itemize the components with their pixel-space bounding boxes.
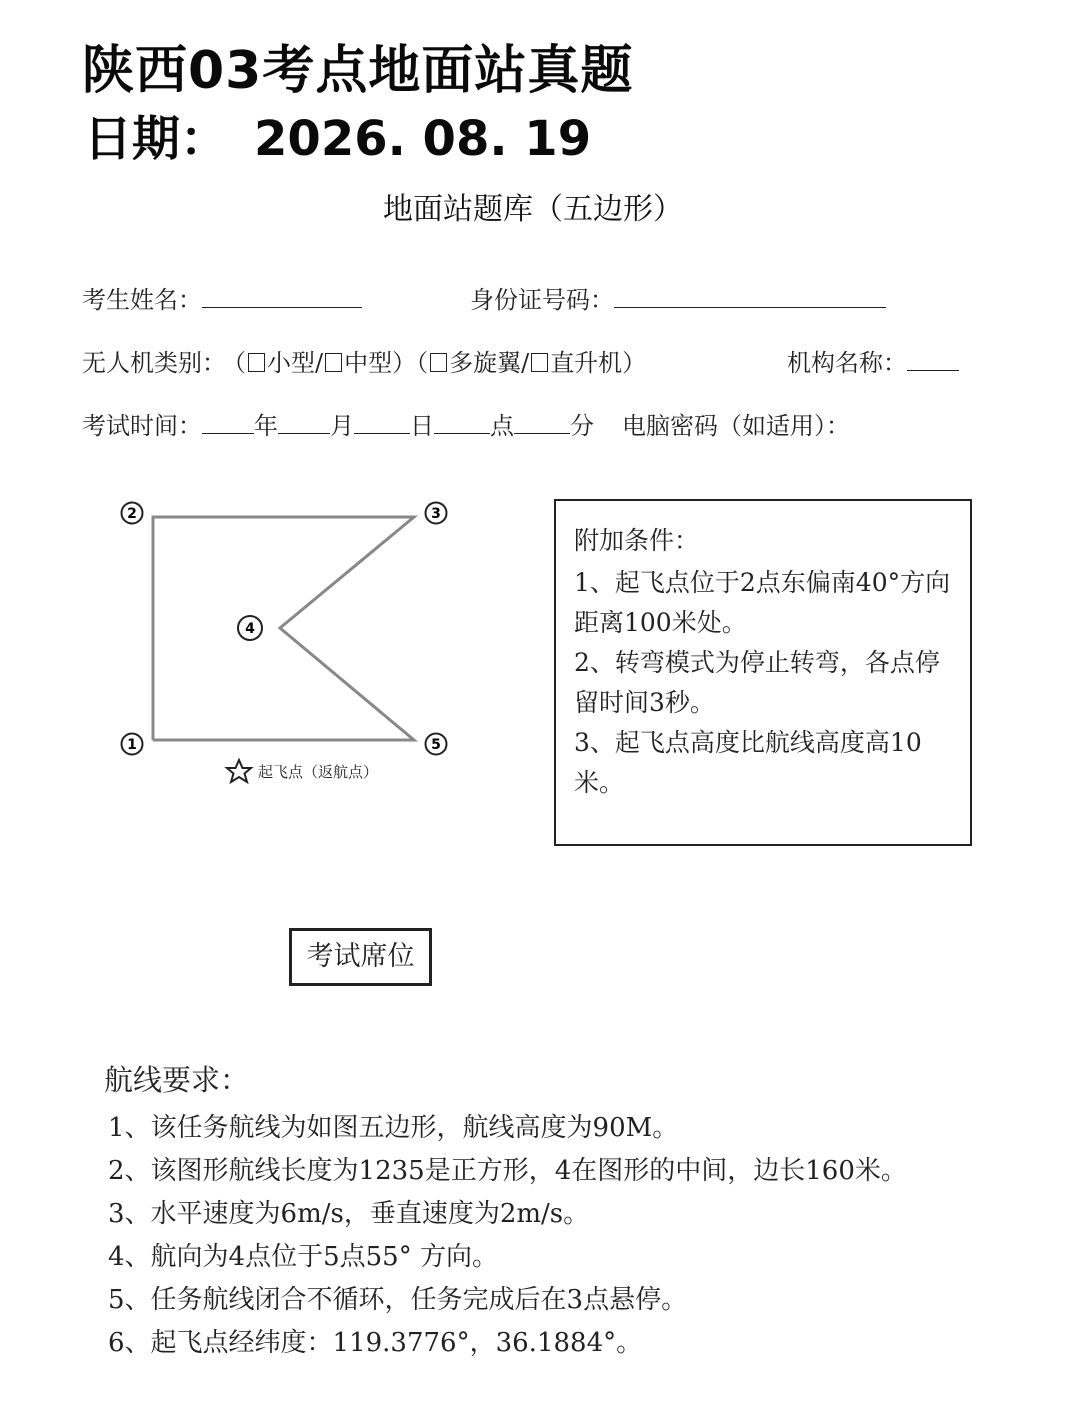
date-label: 日期： <box>84 111 229 167</box>
uav-paren-1: （ <box>234 349 246 377</box>
route-diagram <box>108 490 478 794</box>
takeoff-label: 起飞点（返航点） <box>258 763 379 781</box>
waypoint-5-label: 5 <box>431 737 441 753</box>
minute-field[interactable] <box>514 411 570 434</box>
uav-label: 无人机类别： <box>82 349 226 377</box>
checkbox-medium[interactable] <box>325 353 342 372</box>
date-value: 2026. 08. 19 <box>254 111 592 167</box>
requirement-item: 1、该任务航线为如图五边形，航线高度为90M。 <box>108 1113 679 1143</box>
hour-label: 点 <box>490 412 514 440</box>
waypoint-3-label: 3 <box>431 506 441 522</box>
conditions-box <box>554 499 972 846</box>
exam-subtitle: 地面站题库（五边形） <box>383 192 683 227</box>
requirement-item: 4、航向为4点位于5点55° 方向。 <box>108 1242 498 1272</box>
name-field[interactable] <box>202 285 362 308</box>
route-svg <box>108 490 478 790</box>
waypoint-4 <box>238 616 262 640</box>
requirement-item: 2、该图形航线长度为1235是正方形，4在图形的中间，边长160米。 <box>108 1156 907 1186</box>
waypoint-5 <box>426 734 447 755</box>
exam-seat-box: 考试席位 <box>289 928 432 986</box>
form-row-uav <box>82 343 646 378</box>
day-label: 日 <box>410 412 434 440</box>
name-label: 考生姓名： <box>82 286 202 314</box>
waypoint-4-label: 4 <box>245 621 255 637</box>
waypoint-2 <box>122 503 143 524</box>
exam-date <box>84 100 591 169</box>
waypoint-2-label: 2 <box>127 506 137 522</box>
route-path <box>153 517 414 740</box>
route-requirements <box>104 1058 907 1365</box>
conditions-title: 附加条件： <box>574 526 700 555</box>
form-row-org <box>787 343 959 378</box>
condition-item: 1、起飞点位于2点东偏南40°方向距离100米处。 <box>574 568 951 637</box>
requirements-title: 航线要求： <box>104 1063 250 1097</box>
opt-medium: 中型） <box>344 349 417 377</box>
takeoff-star-icon <box>227 760 251 782</box>
waypoint-3 <box>426 503 447 524</box>
form-row-id <box>470 280 886 315</box>
waypoint-1-label: 1 <box>127 737 137 753</box>
password-label: 电脑密码（如适用）： <box>622 412 850 440</box>
checkbox-helicopter[interactable] <box>531 353 548 372</box>
condition-item: 3、起飞点高度比航线高度高10米。 <box>574 728 922 797</box>
opt-multirotor: 多旋翼/ <box>449 349 530 377</box>
opt-helicopter: 直升机） <box>550 349 647 377</box>
requirement-item: 3、水平速度为6m/s，垂直速度为2m/s。 <box>108 1199 590 1229</box>
waypoint-1 <box>122 734 143 755</box>
page-title: 陕西03考点地面站真题 <box>82 41 634 101</box>
condition-item: 2、转弯模式为停止转弯，各点停留时间3秒。 <box>574 648 940 717</box>
form-row-name <box>82 280 362 315</box>
org-field[interactable] <box>907 348 959 371</box>
time-label: 考试时间： <box>82 412 202 440</box>
requirement-item: 5、任务航线闭合不循环，任务完成后在3点悬停。 <box>108 1285 688 1315</box>
checkbox-multirotor[interactable] <box>430 353 447 372</box>
year-label: 年 <box>254 412 278 440</box>
month-label: 月 <box>330 412 354 440</box>
opt-small: 小型/ <box>267 349 324 377</box>
day-field[interactable] <box>354 411 410 434</box>
form-row-time <box>82 406 850 441</box>
month-field[interactable] <box>278 411 330 434</box>
year-field[interactable] <box>202 411 254 434</box>
checkbox-small[interactable] <box>248 353 265 372</box>
org-label: 机构名称： <box>787 349 907 377</box>
requirement-item: 6、起飞点经纬度：119.3776°，36.1884°。 <box>108 1328 643 1358</box>
minute-label: 分 <box>570 412 594 440</box>
hour-field[interactable] <box>434 411 490 434</box>
id-field[interactable] <box>614 285 886 308</box>
id-label: 身份证号码： <box>470 286 614 314</box>
uav-paren-2: （ <box>416 349 429 377</box>
